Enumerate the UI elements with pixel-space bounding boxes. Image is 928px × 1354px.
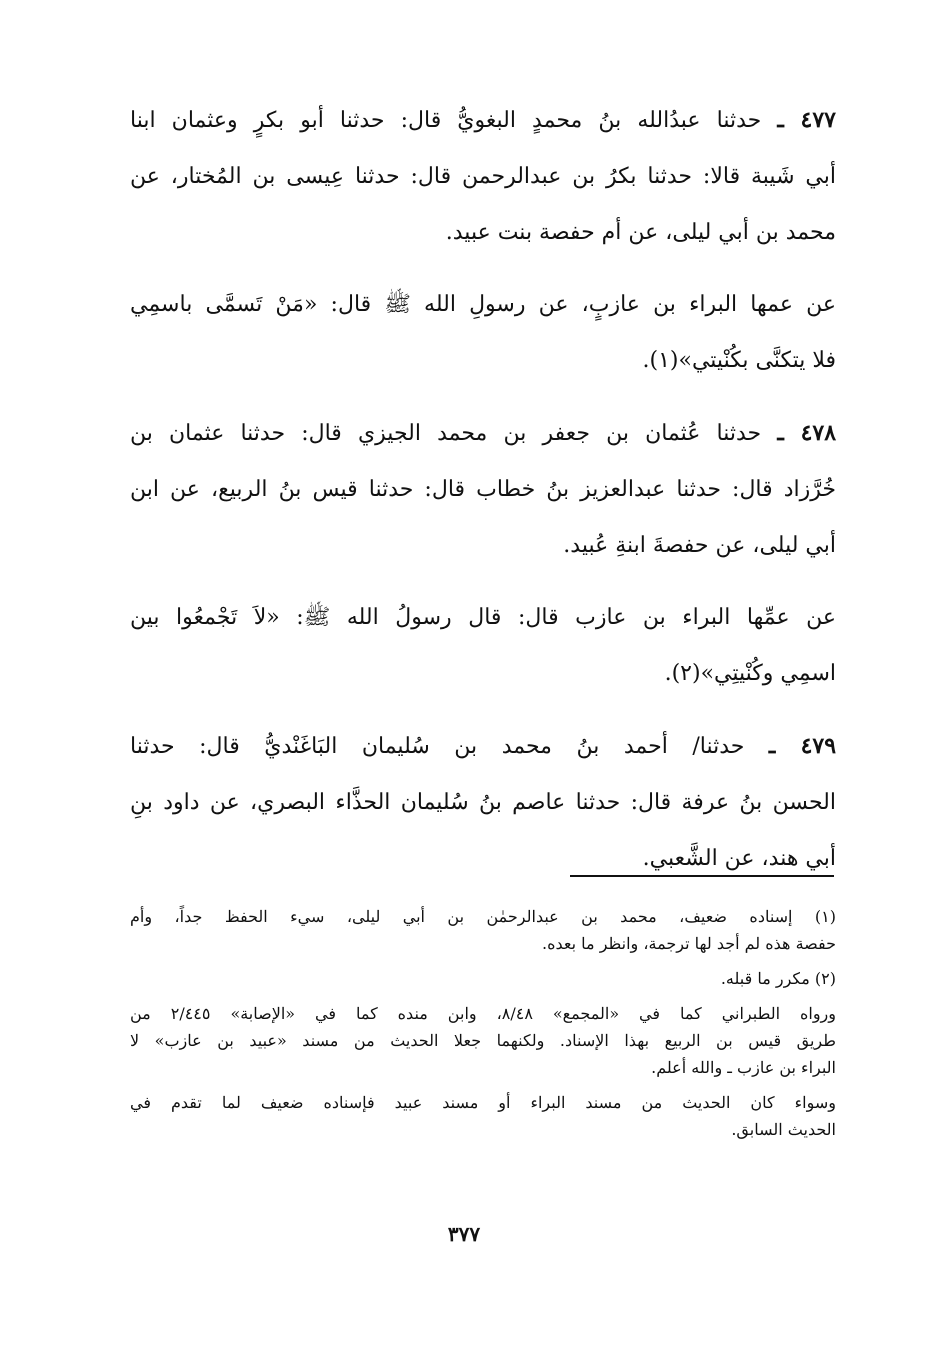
page-number: ٣٧٧ xyxy=(447,1222,481,1246)
text-line: أبي شَيبة قالا: حدثنا بكرُ بن عبدالرحمن قال: حدثنا عِيسى بن المُختار، عن xyxy=(130,164,836,189)
text-line: محمد بن أبي ليلى، عن أم حفصة بنت عبيد. xyxy=(445,220,836,245)
hadith-number: ٤٧٧ ـ xyxy=(777,107,836,133)
footnote-line: الحديث السابق. xyxy=(731,1120,836,1139)
hadith-479-isnad xyxy=(130,718,836,887)
text-line: عن عمها البراء بن عازبٍ، عن رسولِ الله ﷺ قال: «مَنْ تَسمَّى باسمِي xyxy=(130,292,836,317)
footnote-line: طريق قيس بن الربيع بهذا الإسناد. ولكنهما جعلا الحديث من مسند «عبيد بن عازب» لا xyxy=(130,1031,836,1050)
hadith-number: ٤٧٨ ـ xyxy=(777,420,837,446)
hadith-number: ٤٧٩ ـ xyxy=(768,733,837,759)
footnote-separator xyxy=(570,875,834,877)
text-line: ٤٧٧ ـ حدثنا عبدُالله بنُ محمدٍ البغويُّ قال: حدثنا أبو بكرٍ وعثمان ابنا xyxy=(130,107,836,133)
hadith-477-matn xyxy=(130,277,836,389)
footnote-2-cont2 xyxy=(130,1089,836,1143)
text-line: عن عمِّها البراء بن عازب قال: قال رسولُ الله ﷺ: «لاَ تَجْمعُوا بين xyxy=(130,605,836,630)
footnote-line: ورواه الطبراني كما في «المجمع» ٨/٤٨، وابن منده كما في «الإصابة» ٢/٤٤٥ من xyxy=(130,1004,836,1023)
hadith-477-isnad xyxy=(130,92,836,261)
text-line: ٤٧٩ ـ حدثنا/ أحمد بنُ محمد بن سُليمان البَاغَنْديُّ قال: حدثنا xyxy=(130,733,837,759)
text-line: ٤٧٨ ـ حدثنا عُثمان بن جعفر بن محمد الجيزي قال: حدثنا عثمان بن xyxy=(130,420,837,446)
text-line: فلا يتكنَّى بكُنْيتي»(١). xyxy=(642,348,836,373)
footnotes xyxy=(130,903,836,1143)
footnote-line: البراء بن عازب ـ والله أعلم. xyxy=(651,1058,836,1077)
hadith-478-isnad xyxy=(130,405,836,574)
footnote-line: (١) إسناده ضعيف، محمد بن عبدالرحمٰن بن أبي ليلى، سيء الحفظ جداً، وأم xyxy=(130,907,836,926)
footnote-2-cont xyxy=(130,1000,836,1081)
footnote-1 xyxy=(130,903,836,957)
text-line: أبي ليلى، عن حفصةَ ابنةِ عُبيد. xyxy=(563,533,836,558)
text-line: أبي هند، عن الشَّعبي. xyxy=(642,846,836,871)
text-line: خُرَّزاد قال: حدثنا عبدالعزيز بنُ خطاب قال: حدثنا قيس بنُ الربيع، عن ابن xyxy=(130,477,836,502)
footnote-line: (٢) مكرر ما قبله. xyxy=(720,969,836,988)
footnote-line: حفصة هذه لم أجد لها ترجمة، وانظر ما بعده. xyxy=(542,934,836,953)
footnote-line: وسواء كان الحديث من مسند البراء أو مسند عبيد فإسناده ضعيف لما تقدم في xyxy=(130,1093,836,1112)
text-line: اسمِي وكُنْيتِي»(٢). xyxy=(664,661,836,686)
text-line: الحسن بنُ عرفة قال: حدثنا عاصم بنُ سُليمان الحذَّاء البصري، عن داود بنِ xyxy=(130,790,836,815)
main-text xyxy=(130,92,836,887)
footnote-2 xyxy=(130,965,836,992)
hadith-478-matn xyxy=(130,590,836,702)
